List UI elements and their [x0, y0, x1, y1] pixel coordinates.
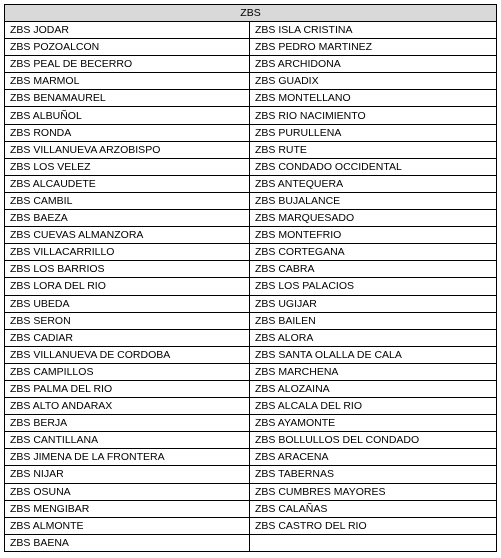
table-cell: ZBS BAENA — [5, 534, 250, 551]
table-cell: ZBS NIJAR — [5, 466, 250, 483]
table-cell: ZBS RONDA — [5, 124, 250, 141]
table-row — [5, 22, 497, 39]
table-cell: ZBS LOS PALACIOS — [250, 278, 497, 295]
table-row — [5, 107, 497, 124]
table-row — [5, 432, 497, 449]
table-cell: ZBS SANTA OLALLA DE CALA — [250, 346, 497, 363]
table-cell: ZBS GUADIX — [250, 73, 497, 90]
table-row — [5, 517, 497, 534]
table-cell: ZBS PURULLENA — [250, 124, 497, 141]
table-cell: ZBS MARCHENA — [250, 363, 497, 380]
table-row — [5, 483, 497, 500]
table-cell: ZBS MONTELLANO — [250, 90, 497, 107]
table-row — [5, 415, 497, 432]
table-row — [5, 124, 497, 141]
table-cell: ZBS BENAMAUREL — [5, 90, 250, 107]
table-cell: ZBS PEDRO MARTINEZ — [250, 39, 497, 56]
table-cell: ZBS SERON — [5, 312, 250, 329]
table-row — [5, 227, 497, 244]
table-cell: ZBS ALORA — [250, 329, 497, 346]
table-cell: ZBS ALOZAINA — [250, 380, 497, 397]
table-row — [5, 534, 497, 551]
table-cell: ZBS BAEZA — [5, 210, 250, 227]
table-cell: ZBS ALTO ANDARAX — [5, 398, 250, 415]
table-row — [5, 244, 497, 261]
table-cell: ZBS UGIJAR — [250, 295, 497, 312]
table-row — [5, 175, 497, 192]
table-cell: ZBS BAILEN — [250, 312, 497, 329]
table-row — [5, 466, 497, 483]
table-cell: ZBS LORA DEL RIO — [5, 278, 250, 295]
table-header-row — [5, 5, 497, 22]
table-cell: ZBS ALCAUDETE — [5, 175, 250, 192]
table-row — [5, 73, 497, 90]
table-cell: ZBS ALMONTE — [5, 517, 250, 534]
table-cell: ZBS ISLA CRISTINA — [250, 22, 497, 39]
table-cell: ZBS BOLLULLOS DEL CONDADO — [250, 432, 497, 449]
table-cell: ZBS CUEVAS ALMANZORA — [5, 227, 250, 244]
table-row — [5, 158, 497, 175]
table-cell: ZBS PEAL DE BECERRO — [5, 56, 250, 73]
table-cell: ZBS CAMBIL — [5, 192, 250, 209]
table-row — [5, 261, 497, 278]
table-cell: ZBS OSUNA — [5, 483, 250, 500]
table-cell: ZBS JIMENA DE LA FRONTERA — [5, 449, 250, 466]
table-row — [5, 346, 497, 363]
table-cell: ZBS CANTILLANA — [5, 432, 250, 449]
table-cell: ZBS RIO NACIMIENTO — [250, 107, 497, 124]
table-row — [5, 363, 497, 380]
zbs-table — [4, 4, 497, 552]
table-row — [5, 192, 497, 209]
table-cell: ZBS MONTEFRIO — [250, 227, 497, 244]
table-row — [5, 39, 497, 56]
table-row — [5, 56, 497, 73]
table-cell: ZBS ALCALA DEL RIO — [250, 398, 497, 415]
table-cell: ZBS CAMPILLOS — [5, 363, 250, 380]
table-cell: ZBS MARMOL — [5, 73, 250, 90]
table-cell: ZBS VILLANUEVA ARZOBISPO — [5, 141, 250, 158]
table-cell: ZBS AYAMONTE — [250, 415, 497, 432]
table-row — [5, 329, 497, 346]
table-cell: ZBS PALMA DEL RIO — [5, 380, 250, 397]
table-row — [5, 90, 497, 107]
table-row — [5, 380, 497, 397]
table-cell: ZBS JODAR — [5, 22, 250, 39]
table-row — [5, 141, 497, 158]
table-cell: ZBS CUMBRES MAYORES — [250, 483, 497, 500]
table-cell: ZBS CASTRO DEL RIO — [250, 517, 497, 534]
table-cell: ZBS BUJALANCE — [250, 192, 497, 209]
table-cell: ZBS VILLACARRILLO — [5, 244, 250, 261]
table-row — [5, 312, 497, 329]
table-cell: ZBS LOS VELEZ — [5, 158, 250, 175]
table-cell: ZBS ANTEQUERA — [250, 175, 497, 192]
table-cell: ZBS LOS BARRIOS — [5, 261, 250, 278]
table-cell: ZBS MENGIBAR — [5, 500, 250, 517]
table-row — [5, 210, 497, 227]
table-cell: ZBS ARACENA — [250, 449, 497, 466]
table-row — [5, 500, 497, 517]
table-cell: ZBS MARQUESADO — [250, 210, 497, 227]
table-cell: ZBS ALBUÑOL — [5, 107, 250, 124]
table-cell: ZBS CORTEGANA — [250, 244, 497, 261]
table-row — [5, 449, 497, 466]
table-cell: ZBS RUTE — [250, 141, 497, 158]
table-body — [5, 22, 497, 552]
table-cell: ZBS BERJA — [5, 415, 250, 432]
table-cell: ZBS CADIAR — [5, 329, 250, 346]
table-row — [5, 295, 497, 312]
table-cell: ZBS CABRA — [250, 261, 497, 278]
table-row — [5, 398, 497, 415]
table-cell: ZBS ARCHIDONA — [250, 56, 497, 73]
table-cell: ZBS CALAÑAS — [250, 500, 497, 517]
table-cell: ZBS POZOALCON — [5, 39, 250, 56]
table-header: ZBS — [5, 5, 497, 22]
table-cell: ZBS CONDADO OCCIDENTAL — [250, 158, 497, 175]
table-cell: ZBS TABERNAS — [250, 466, 497, 483]
table-cell: ZBS VILLANUEVA DE CORDOBA — [5, 346, 250, 363]
table-row — [5, 278, 497, 295]
table-cell: ZBS UBEDA — [5, 295, 250, 312]
table-cell — [250, 534, 497, 551]
